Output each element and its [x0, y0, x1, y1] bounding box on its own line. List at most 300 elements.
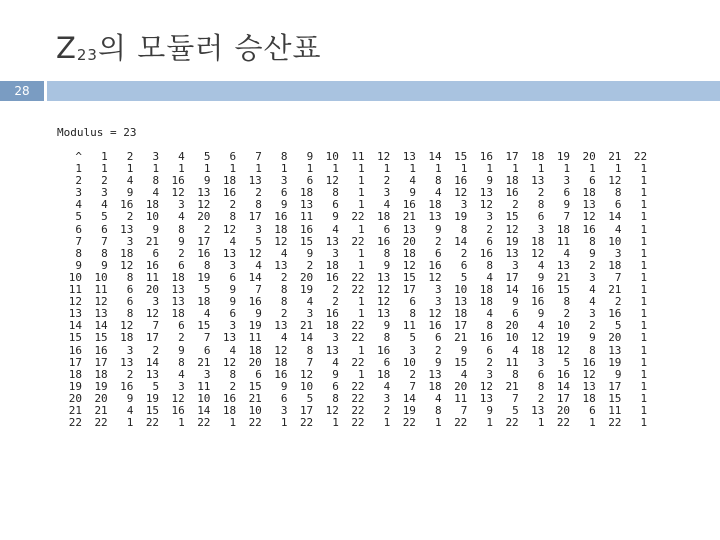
table-cell: 8	[512, 367, 519, 381]
table-cell: 8	[101, 246, 108, 260]
table-cell: 13	[171, 295, 185, 309]
table-cell: 8	[203, 258, 211, 272]
table-cell: 11	[505, 355, 519, 369]
table-cell: 6	[101, 222, 108, 236]
table-cell: 8	[486, 258, 493, 272]
table-row	[60, 357, 647, 369]
table-cell: 5	[255, 234, 262, 248]
table-cell: 1	[640, 391, 648, 405]
table-cell: 3	[178, 379, 185, 393]
table-cell: 2	[229, 198, 237, 212]
table-cell: 11	[145, 270, 160, 284]
table-cell: 12	[402, 258, 416, 272]
table-cell: 16	[377, 234, 391, 248]
table-cell: 14	[248, 270, 262, 284]
table-cell: 1	[640, 319, 648, 333]
table-cell: 5	[460, 270, 468, 284]
table-cell: 8	[614, 186, 622, 200]
row-base-cell: 20	[68, 391, 82, 405]
table-cell: 11	[197, 379, 211, 393]
table-cell: 2	[512, 198, 519, 212]
table-cell: 1	[435, 162, 442, 176]
row-base-cell: 10	[68, 270, 82, 284]
table-cell: 22	[351, 283, 365, 297]
table-cell: 6	[126, 295, 134, 309]
table-cell: 16	[582, 355, 596, 369]
table-cell: 10	[248, 403, 262, 417]
table-cell: 3	[460, 198, 468, 212]
table-cell: 7	[512, 391, 519, 405]
table-cell: 10	[197, 391, 211, 405]
table-cell: 3	[383, 391, 391, 405]
table-cell: 16	[505, 186, 519, 200]
table-cell: 22	[94, 416, 108, 430]
table-cell: 12	[120, 319, 134, 333]
table-cell: 16	[222, 186, 237, 200]
table-cell: 7	[255, 283, 262, 297]
row-base-cell: 3	[75, 186, 82, 200]
table-cell: 17	[556, 391, 571, 405]
table-cell: 1	[640, 367, 648, 381]
table-cell: 1	[640, 379, 648, 393]
table-cell: 9	[512, 295, 519, 309]
table-cell: 13	[120, 222, 134, 236]
table-cell: 13	[428, 367, 442, 381]
table-cell: 4	[589, 295, 596, 309]
table-cell: 9	[203, 174, 211, 188]
header-cell: 13	[402, 150, 416, 163]
table-cell: 16	[556, 367, 571, 381]
table-cell: 3	[512, 258, 519, 272]
table-header-row	[60, 151, 647, 163]
row-base-cell: 2	[75, 174, 82, 188]
table-row	[60, 417, 647, 429]
table-cell: 1	[640, 270, 648, 284]
table-cell: 11	[608, 403, 622, 417]
table-cell: 13	[505, 246, 519, 260]
table-cell: 13	[222, 246, 237, 260]
table-cell: 12	[608, 174, 622, 188]
table-cell: 1	[357, 295, 365, 309]
header-cell: 2	[126, 150, 134, 163]
table-cell: 9	[409, 186, 416, 200]
table-cell: 12	[145, 307, 160, 321]
table-cell: 14	[454, 234, 468, 248]
table-cell: 3	[409, 343, 416, 357]
table-cell: 18	[582, 186, 596, 200]
table-cell: 21	[145, 234, 160, 248]
header-cell: 10	[325, 150, 339, 163]
table-cell: 12	[479, 198, 493, 212]
table-cell: 16	[120, 379, 134, 393]
table-cell: 13	[325, 343, 339, 357]
table-cell: 13	[120, 355, 134, 369]
header-cell: 17	[505, 150, 519, 163]
table-cell: 1	[640, 162, 648, 176]
table-cell: 17	[248, 210, 262, 224]
table-cell: 13	[556, 258, 571, 272]
table-cell: 15	[505, 210, 519, 224]
table-cell: 1	[332, 162, 339, 176]
table-cell: 7	[101, 234, 108, 248]
table-cell: 19	[299, 283, 314, 297]
header-cell: 11	[351, 150, 365, 163]
table-cell: 16	[248, 295, 262, 309]
table-cell: 4	[332, 355, 339, 369]
table-cell: 12	[454, 186, 468, 200]
table-cell: 15	[248, 379, 262, 393]
table-cell: 19	[556, 331, 571, 345]
table-cell: 19	[454, 210, 468, 224]
table-cell: 19	[402, 403, 416, 417]
table-cell: 4	[486, 270, 493, 284]
table-cell: 16	[197, 246, 211, 260]
table-cell: 18	[479, 283, 493, 297]
table-cell: 15	[94, 331, 108, 345]
table-cell: 1	[229, 416, 237, 430]
table-cell: 22	[351, 319, 365, 333]
table-cell: 18	[428, 379, 442, 393]
table-cell: 2	[383, 174, 391, 188]
table-cell: 7	[614, 270, 622, 284]
table-cell: 6	[203, 343, 211, 357]
table-cell: 22	[299, 416, 314, 430]
table-cell: 17	[197, 234, 211, 248]
table-cell: 2	[383, 403, 391, 417]
table-cell: 9	[486, 403, 493, 417]
table-cell: 1	[563, 162, 571, 176]
table-cell: 1	[357, 343, 365, 357]
table-cell: 1	[512, 162, 519, 176]
table-cell: 14	[402, 391, 416, 405]
table-cell: 10	[556, 319, 571, 333]
table-cell: 18	[248, 343, 262, 357]
table-cell: 11	[556, 234, 571, 248]
table-cell: 6	[178, 258, 185, 272]
table-cell: 18	[171, 307, 185, 321]
table-cell: 5	[512, 403, 519, 417]
table-cell: 18	[325, 258, 339, 272]
table-cell: 12	[377, 295, 391, 309]
table-cell: 1	[435, 416, 442, 430]
table-cell: 18	[556, 222, 571, 236]
table-cell: 20	[197, 210, 211, 224]
table-cell: 14	[299, 331, 314, 345]
table-cell: 6	[435, 246, 442, 260]
table-cell: 3	[229, 319, 237, 333]
table-cell: 9	[306, 246, 314, 260]
table-cell: 13	[377, 307, 391, 321]
table-cell: 4	[178, 210, 185, 224]
table-cell: 13	[94, 307, 108, 321]
table-cell: 9	[280, 379, 288, 393]
header-cell: 12	[377, 150, 391, 163]
header-cell: 5	[203, 150, 211, 163]
title-underline-bar	[47, 81, 720, 101]
table-cell: 1	[357, 198, 365, 212]
table-cell: 22	[351, 403, 365, 417]
header-cell: 21	[608, 150, 622, 163]
header-cell: 8	[280, 150, 288, 163]
table-cell: 10	[94, 270, 108, 284]
table-cell: 2	[460, 246, 468, 260]
table-cell: 5	[306, 391, 314, 405]
table-cell: 1	[640, 198, 648, 212]
table-cell: 2	[435, 234, 442, 248]
table-cell: 14	[94, 319, 108, 333]
table-cell: 1	[383, 416, 391, 430]
table-cell: 3	[280, 174, 288, 188]
table-cell: 6	[435, 331, 442, 345]
table-cell: 1	[357, 162, 365, 176]
table-cell: 12	[171, 391, 185, 405]
table-cell: 16	[120, 198, 134, 212]
table-cell: 16	[428, 319, 442, 333]
table-cell: 4	[332, 222, 339, 236]
table-cell: 16	[479, 331, 493, 345]
table-cell: 8	[435, 403, 442, 417]
table-cell: 2	[255, 186, 262, 200]
table-cell: 17	[145, 331, 160, 345]
table-cell: 8	[383, 246, 391, 260]
row-base-cell: 4	[75, 198, 82, 212]
table-cell: 14	[197, 403, 211, 417]
table-cell: 8	[537, 379, 545, 393]
table-cell: 15	[299, 234, 314, 248]
table-cell: 1	[486, 162, 493, 176]
table-cell: 2	[486, 222, 493, 236]
table-cell: 16	[94, 343, 108, 357]
table-cell: 1	[640, 295, 648, 309]
table-cell: 12	[479, 379, 493, 393]
power-table	[60, 151, 647, 429]
table-cell: 4	[101, 198, 108, 212]
table-cell: 1	[178, 162, 185, 176]
table-cell: 13	[402, 222, 416, 236]
table-cell: 3	[332, 331, 339, 345]
table-cell: 13	[608, 343, 622, 357]
table-cell: 6	[460, 258, 468, 272]
table-cell: 2	[409, 367, 416, 381]
table-cell: 13	[479, 186, 493, 200]
row-base-cell: 1	[75, 162, 82, 176]
table-cell: 6	[409, 295, 416, 309]
table-cell: 10	[299, 379, 314, 393]
table-cell: 3	[280, 403, 288, 417]
table-cell: 14	[556, 379, 571, 393]
table-cell: 22	[556, 416, 571, 430]
table-cell: 6	[589, 403, 596, 417]
row-base-cell: 7	[75, 234, 82, 248]
table-cell: 3	[614, 246, 622, 260]
table-cell: 4	[306, 295, 314, 309]
table-cell: 2	[435, 343, 442, 357]
table-cell: 18	[299, 186, 314, 200]
table-cell: 1	[640, 258, 648, 272]
row-base-cell: 6	[75, 222, 82, 236]
table-cell: 16	[454, 174, 468, 188]
table-cell: 15	[402, 270, 416, 284]
table-cell: 3	[255, 222, 262, 236]
table-cell: 1	[589, 416, 596, 430]
table-cell: 21	[197, 355, 211, 369]
table-cell: 10	[402, 355, 416, 369]
header-cell: 16	[479, 150, 493, 163]
table-cell: 11	[454, 391, 468, 405]
table-cell: 4	[229, 343, 237, 357]
table-cell: 13	[171, 283, 185, 297]
table-cell: 2	[203, 222, 211, 236]
table-cell: 9	[152, 222, 160, 236]
table-cell: 4	[460, 367, 468, 381]
table-cell: 4	[203, 307, 211, 321]
table-cell: 4	[152, 186, 160, 200]
table-cell: 19	[94, 379, 108, 393]
table-cell: 1	[357, 186, 365, 200]
table-cell: 10	[454, 283, 468, 297]
table-cell: 3	[589, 307, 596, 321]
table-cell: 22	[145, 416, 160, 430]
table-cell: 2	[332, 295, 339, 309]
header-cell: 7	[255, 150, 262, 163]
table-cell: 9	[537, 270, 545, 284]
table-cell: 9	[383, 258, 391, 272]
table-cell: 12	[274, 343, 288, 357]
table-cell: 9	[589, 331, 596, 345]
row-base-cell: 5	[75, 210, 82, 224]
table-cell: 3	[435, 283, 442, 297]
table-cell: 18	[402, 246, 416, 260]
table-cell: 12	[299, 367, 314, 381]
table-cell: 13	[377, 270, 391, 284]
table-cell: 8	[152, 174, 160, 188]
table-cell: 1	[409, 162, 416, 176]
table-cell: 6	[229, 307, 237, 321]
table-cell: 19	[145, 391, 160, 405]
table-cell: 12	[531, 331, 545, 345]
table-cell: 8	[306, 343, 314, 357]
table-cell: 12	[531, 246, 545, 260]
table-cell: 12	[582, 210, 596, 224]
table-cell: 4	[280, 331, 288, 345]
table-cell: 1	[280, 416, 288, 430]
header-cell: 18	[531, 150, 545, 163]
table-cell: 12	[222, 355, 237, 369]
table-cell: 8	[383, 331, 391, 345]
table-cell: 3	[435, 295, 442, 309]
table-cell: 1	[589, 162, 596, 176]
table-cell: 3	[306, 307, 314, 321]
table-cell: 15	[608, 391, 622, 405]
table-row	[60, 369, 647, 381]
table-cell: 6	[306, 174, 314, 188]
table-cell: 2	[178, 331, 185, 345]
table-cell: 1	[486, 416, 493, 430]
table-cell: 18	[94, 367, 108, 381]
table-cell: 1	[640, 307, 648, 321]
table-cell: 9	[435, 222, 442, 236]
table-cell: 17	[94, 355, 108, 369]
table-cell: 21	[556, 270, 571, 284]
table-cell: 12	[505, 222, 519, 236]
row-base-cell: 11	[68, 283, 82, 297]
table-cell: 6	[126, 283, 134, 297]
table-cell: 21	[94, 403, 108, 417]
table-cell: 18	[120, 246, 134, 260]
table-cell: 6	[383, 355, 391, 369]
table-cell: 7	[306, 355, 314, 369]
table-cell: 21	[402, 210, 416, 224]
table-cell: 2	[537, 391, 545, 405]
table-cell: 20	[94, 391, 108, 405]
table-cell: 17	[402, 283, 416, 297]
table-cell: 1	[357, 222, 365, 236]
table-cell: 6	[332, 198, 339, 212]
table-cell: 13	[299, 198, 314, 212]
table-cell: 22	[351, 270, 365, 284]
table-cell: 3	[229, 258, 237, 272]
table-cell: 22	[351, 331, 365, 345]
table-cell: 5	[563, 355, 571, 369]
table-cell: 1	[203, 162, 211, 176]
table-cell: 13	[582, 198, 596, 212]
table-cell: 8	[409, 307, 416, 321]
table-cell: 12	[248, 246, 262, 260]
table-cell: 2	[486, 355, 493, 369]
table-cell: 1	[357, 367, 365, 381]
table-cell: 18	[274, 355, 288, 369]
table-cell: 16	[325, 270, 339, 284]
table-cell: 3	[178, 198, 185, 212]
table-cell: 16	[377, 343, 391, 357]
table-cell: 9	[614, 367, 622, 381]
table-cell: 3	[589, 270, 596, 284]
table-cell: 11	[94, 283, 108, 297]
table-cell: 9	[229, 283, 237, 297]
table-cell: 4	[126, 174, 134, 188]
table-cell: 21	[608, 283, 622, 297]
table-cell: 21	[299, 319, 314, 333]
header-cell: 14	[428, 150, 442, 163]
table-cell: 9	[126, 186, 134, 200]
table-cell: 20	[505, 319, 519, 333]
table-cell: 16	[222, 391, 237, 405]
table-cell: 8	[229, 367, 237, 381]
table-cell: 9	[486, 174, 493, 188]
table-cell: 13	[531, 403, 545, 417]
table-cell: 16	[531, 295, 545, 309]
table-cell: 14	[145, 355, 160, 369]
table-row	[60, 284, 647, 296]
table-cell: 8	[486, 319, 493, 333]
table-cell: 8	[178, 355, 185, 369]
table-cell: 20	[145, 283, 160, 297]
table-cell: 4	[383, 198, 391, 212]
table-cell: 8	[460, 222, 468, 236]
table-cell: 18	[582, 391, 596, 405]
table-cell: 3	[537, 355, 545, 369]
table-cell: 8	[178, 222, 185, 236]
table-cell: 4	[537, 258, 545, 272]
table-cell: 12	[582, 367, 596, 381]
table-cell: 19	[197, 270, 211, 284]
header-cell: 6	[229, 150, 237, 163]
row-base-cell: 21	[68, 403, 82, 417]
table-cell: 13	[325, 234, 339, 248]
table-cell: 18	[531, 343, 545, 357]
table-cell: 5	[152, 379, 160, 393]
table-cell: 11	[299, 210, 314, 224]
